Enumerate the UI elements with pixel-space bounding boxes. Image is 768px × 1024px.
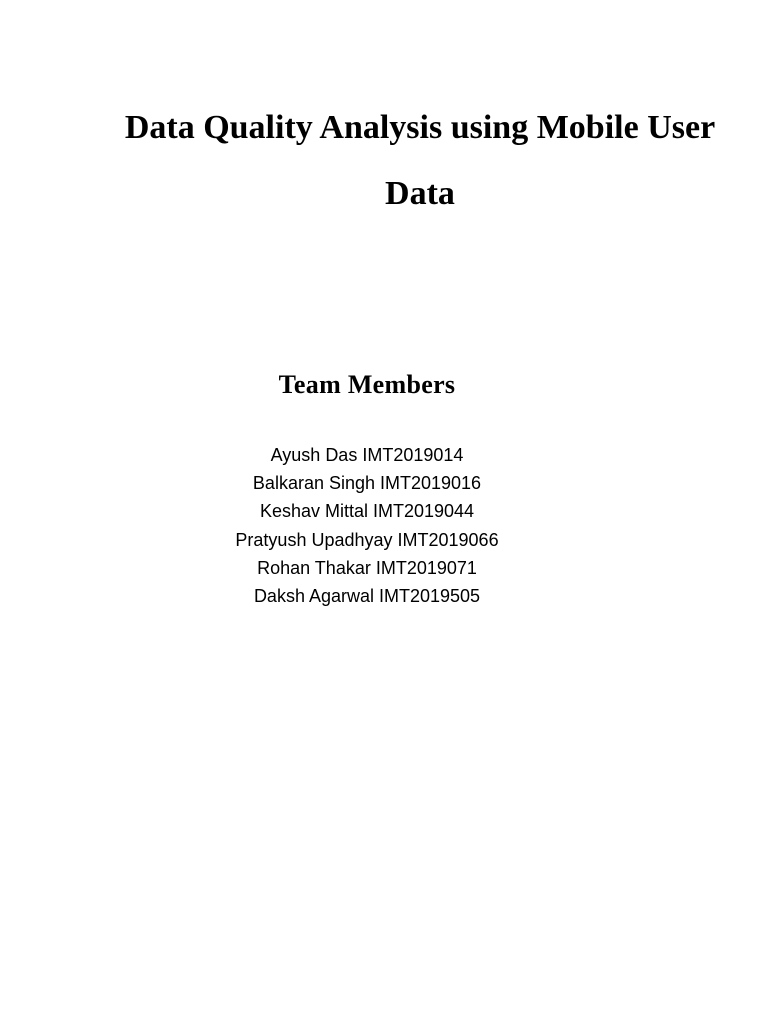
team-member-item: Daksh Agarwal IMT2019505 <box>253 586 481 607</box>
document-title-line-1: Data Quality Analysis using Mobile User <box>124 109 716 146</box>
team-member-item: Keshav Mittal IMT2019044 <box>259 501 475 522</box>
document-title <box>100 95 740 227</box>
team-members-list <box>0 441 734 610</box>
team-member-item: Rohan Thakar IMT2019071 <box>257 557 477 578</box>
team-members-heading: Team Members <box>278 370 456 399</box>
team-member-item: Balkaran Singh IMT2019016 <box>252 473 482 494</box>
team-member-item: Pratyush Upadhyay IMT2019066 <box>235 529 499 550</box>
document-title-line-2: Data <box>385 175 455 212</box>
team-member-item: Ayush Das IMT2019014 <box>270 445 464 465</box>
